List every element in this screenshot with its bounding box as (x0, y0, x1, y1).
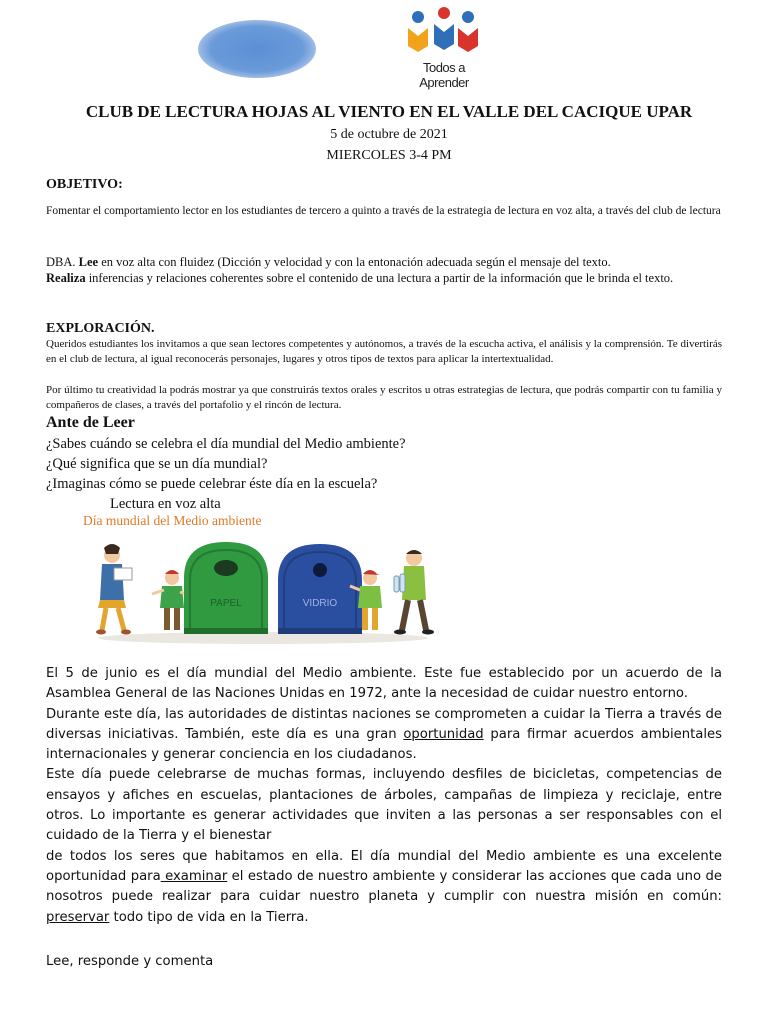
todos-a-aprender-logo (398, 6, 490, 90)
reading-label: Lectura en voz alta (110, 496, 221, 512)
body-p4-text-a: de todos los seres que habitamos en ella. El día mundial del Medio ambiente es una excelente oportunidad para (46, 848, 722, 884)
people-books-icon (398, 6, 490, 62)
body-paragraph-4 (46, 847, 722, 928)
question-1: ¿Sabes cuándo se celebra el día mundial del Medio ambiente? (46, 436, 406, 452)
objective-text: Fomentar el comportamiento lector en los estudiantes de tercero a quinto a través de la estrategia de lectura en voz alta, a través del club de lectura (46, 205, 721, 217)
date-line: 5 de octubre de 2021 (330, 127, 448, 142)
before-reading-heading: Ante de Leer (46, 414, 135, 431)
underlined-word-oportunidad: oportunidad (403, 726, 484, 742)
closing-instruction: Lee, responde y comenta (46, 954, 214, 969)
dba-lee-text: en voz alta con fluidez (Dicción y velocidad y con la entonación adecuada según el mensaje del texto. (98, 255, 611, 269)
body-text (46, 664, 722, 928)
blue-bin-label: VIDRIO (302, 598, 338, 609)
dba-section (46, 254, 726, 286)
body-paragraph-2 (46, 705, 722, 766)
page-title: CLUB DE LECTURA HOJAS AL VIENTO EN EL VALLE DEL CACIQUE UPAR (85, 102, 693, 121)
body-p4-text-c: todo tipo de vida en la Tierra. (109, 909, 309, 925)
recycling-illustration (88, 528, 438, 646)
green-recycling-bin (184, 542, 268, 634)
body-paragraph-3: Este día puede celebrarse de muchas formas, incluyendo desfiles de bicicletas, competencias de ensayos y afiches en escuelas, plantaciones de árboles, campañas de limpieza y reciclaje, entre otros. Lo importante es generar actividades que inviten a las personas a ser responsables con el cuidado de la Tierra y el bienestar (46, 767, 722, 844)
question-3: ¿Imaginas cómo se puede celebrar éste día en la escuela? (46, 476, 378, 492)
blue-blob-decoration (198, 20, 316, 78)
exploration-heading: EXPLORACIÓN. (46, 321, 155, 336)
man-figure (394, 550, 434, 635)
underlined-word-preservar: preservar (46, 909, 110, 925)
day-time-line: MIERCOLES 3-4 PM (326, 148, 452, 163)
reading-title: Día mundial del Medio ambiente (83, 513, 262, 528)
body-paragraph-1: El 5 de junio es el día mundial del Medio ambiente. Este fue establecido por un acuerdo de la Asamblea General de las Naciones Unidas en 1972, ante la necesidad de cuidar nuestro entorno. (46, 666, 722, 702)
green-bin-label: PAPEL (210, 598, 242, 609)
body-p2-text-b: para firmar acuerdos ambientales internacionales y generar conciencia en los ciudadanos. (46, 726, 722, 763)
objective-heading: OBJETIVO: (46, 177, 123, 192)
body-p4-text-b: el estado de nuestro ambiente y considerar las acciones que cada uno de nosotros puede realizar para cuidar nuestro planeta y cumplir con nuestra misión en común: (46, 868, 722, 905)
exploration-paragraph-2: Por último tu creatividad la podrás mostrar ya que construirás textos orales y escritos u otras estrategias de lectura, que podrás compartir con tu familia y compañeros de clases, a través del portafolio y el rincón de lectura. (46, 384, 722, 412)
underlined-word-examinar: examinar (160, 868, 228, 884)
question-2: ¿Qué significa que se un día mundial? (46, 456, 268, 472)
dba-realiza-text: inferencias y relaciones coherentes sobre el contenido de una lectura a partir de la información que le brinda el texto. (85, 271, 674, 285)
dba-realiza-bold: Realiza (46, 271, 86, 285)
exploration-paragraph-1: Queridos estudiantes los invitamos a que sean lectores competentes y autónomos, a través de la escucha activa, el análisis y la comprensión. Te divertirás en el club de lectura, al igual reconocerás personajes, lugares y otros tipos de textos para aplicar la intertextualidad. (46, 338, 722, 366)
dba-prefix: DBA. (46, 255, 79, 269)
logo-text: Todos a Aprender (419, 60, 469, 90)
woman-figure (96, 544, 132, 635)
dba-lee-bold: Lee (78, 255, 99, 269)
body-p2-text-a: Durante este día, las autoridades de distintas naciones se comprometen a cuidar la Tierra a través de diversas iniciativas. También, este día es una gran (46, 706, 722, 742)
blue-recycling-bin (278, 544, 362, 634)
